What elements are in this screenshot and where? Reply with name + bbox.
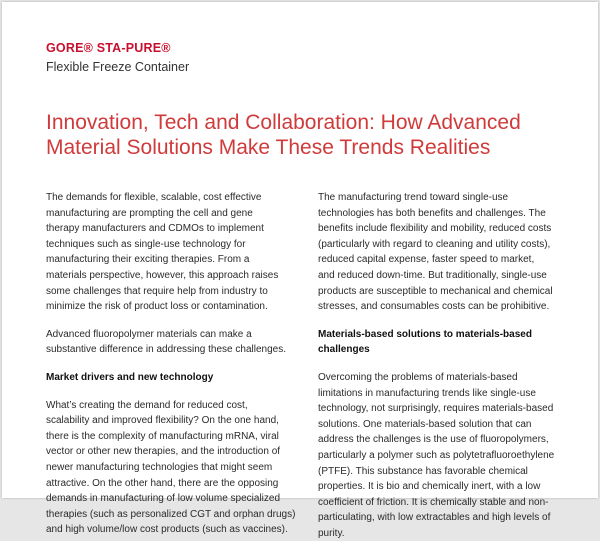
heading-line: Materials-based solutions to materials-based [318, 328, 532, 340]
document-page [2, 2, 598, 539]
text-line: benefits include flexibility and mobility, reduced costs [318, 223, 552, 235]
text-line: there is the complexity of manufacturing mRNA, viral [46, 430, 279, 442]
text-line: limitations in manufacturing trends like single-use [318, 387, 536, 399]
text-line: therapies (such as personalized CGT and orphan drugs) [46, 508, 296, 520]
text-line: particularly a polymer such as polytetrafluoroethylene [318, 449, 555, 461]
text-line: Advanced fluoropolymer materials can make a [46, 328, 252, 340]
text-line: technology, not surprisingly, requires materials-based [318, 403, 554, 415]
text-line: vector or other new therapies, and the introduction of [46, 446, 281, 458]
text-line: and high volume/low cost products (such as vaccines). [46, 524, 288, 536]
text-line: materials perspective, however, this approach raises [46, 269, 279, 281]
text-line: technologies has both benefits and challenges. The [318, 207, 546, 219]
paragraph [318, 190, 588, 315]
text-line: solutions. One materials-based solution that can [318, 418, 532, 430]
text-line: newer manufacturing technologies that might seem [46, 461, 273, 473]
title-line: Innovation, Tech and Collaboration: How Advanced [46, 111, 521, 134]
text-line: some challenges that require help from industry to [46, 285, 268, 297]
text-line: purity. [318, 527, 345, 539]
left-column [46, 190, 306, 538]
text-line: and reduced down-time. But traditionally, single-use [318, 269, 547, 281]
text-line: particulating, with low extractables and high levels of [318, 512, 551, 524]
text-line: coefficient of friction. It is chemically stable and non- [318, 496, 549, 508]
heading-line: Market drivers and new technology [46, 371, 214, 383]
text-line: (particularly with regard to cleaning and utility costs), [318, 238, 551, 250]
text-line: reduced capital expense, faster speed to market, [318, 254, 535, 266]
paragraph [46, 398, 306, 538]
section-heading [46, 370, 306, 386]
text-line: attractive. On the other hand, there are the opposing [46, 477, 279, 489]
page-title [46, 110, 576, 160]
text-line: manufacturing their exciting therapies. From a [46, 254, 250, 266]
text-line: properties. It is bio and chemically inert, with a low [318, 481, 541, 493]
heading-line: challenges [318, 344, 370, 356]
text-line: What’s creating the demand for reduced cost, [46, 399, 248, 411]
paragraph [46, 327, 306, 358]
text-line: minimize the risk of product loss or contamination. [46, 301, 268, 313]
text-line: products are susceptible to mechanical and chemical [318, 285, 553, 297]
text-line: scalability and improved flexibility? On the one hand, [46, 415, 279, 427]
text-line: stresses, and consumables costs can be prohibitive. [318, 301, 550, 313]
section-heading [318, 327, 588, 358]
title-line: Material Solutions Make These Trends Realities [46, 136, 491, 159]
paragraph [318, 370, 588, 541]
paragraph [46, 190, 306, 315]
text-line: address the challenges is the use of fluoropolymers, [318, 434, 549, 446]
text-line: substantive difference in addressing these challenges. [46, 344, 286, 356]
text-line: manufacturing are prompting the cell and gene [46, 207, 253, 219]
text-line: (PTFE). This substance has favorable chemical [318, 465, 528, 477]
text-line: demands in manufacturing of low volume specialized [46, 493, 281, 505]
text-line: therapy manufacturers and CDMOs to implement [46, 223, 264, 235]
text-line: techniques such as single-use technology for [46, 238, 246, 250]
right-column [318, 190, 588, 541]
text-line: Overcoming the problems of materials-based [318, 371, 518, 383]
brand-name: GORE® STA-PURE® [46, 41, 171, 55]
text-line: The demands for flexible, scalable, cost effective [46, 192, 262, 203]
product-name: Flexible Freeze Container [46, 60, 190, 74]
text-line: The manufacturing trend toward single-use [318, 192, 509, 203]
